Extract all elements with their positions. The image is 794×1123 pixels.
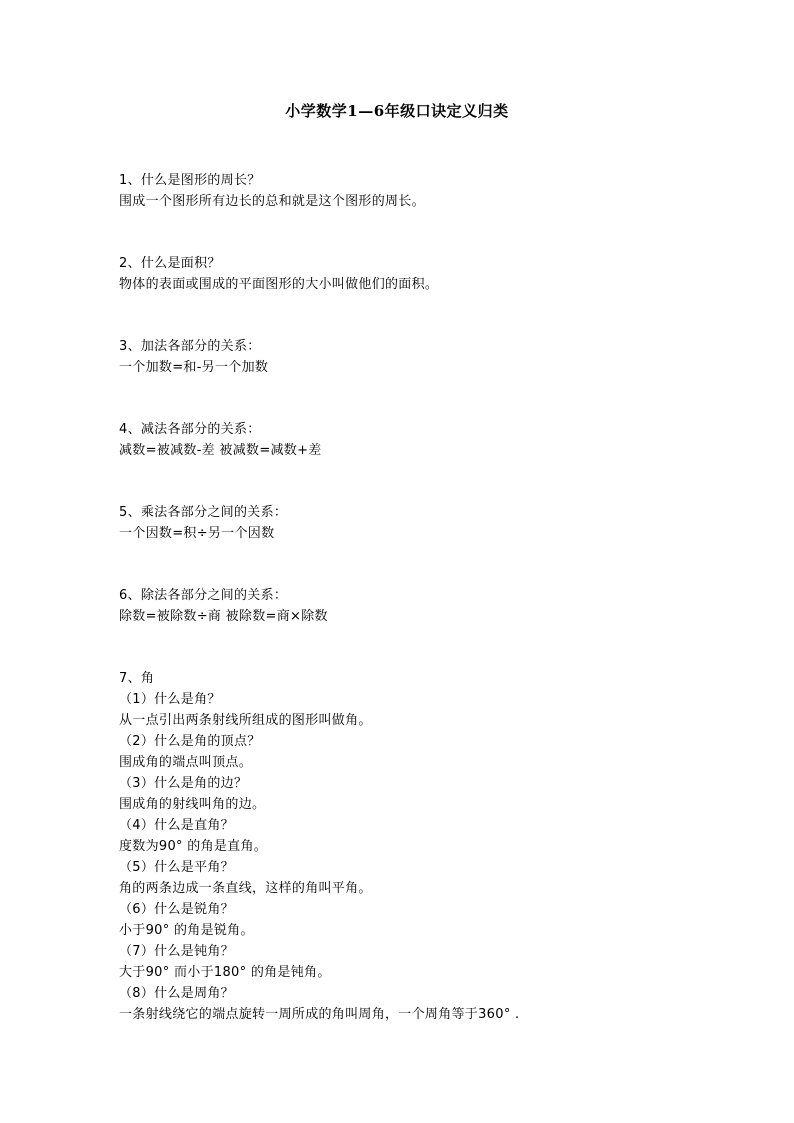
- angle-question-6: （6）什么是锐角？: [119, 902, 234, 917]
- section-5-text: 一个因数=积÷另一个因数: [119, 526, 275, 541]
- section-4-heading: 4、减法各部分的关系：: [119, 422, 261, 437]
- section-4-text: 减数=被减数-差 被减数=减数+差: [119, 443, 322, 458]
- angle-question-1: （1）什么是角？: [119, 692, 221, 707]
- angle-answer-2: 围成角的端点叫顶点。: [119, 755, 253, 770]
- angle-answer-8: 一条射线绕它的端点旋转一周所成的角叫周角，一个周角等于360° .: [119, 1007, 520, 1022]
- angle-question-7: （7）什么是钝角？: [119, 944, 234, 959]
- document-title: 小学数学1—6年级口诀定义归类: [285, 102, 509, 120]
- angle-answer-7: 大于90° 而小于180° 的角是钝角。: [119, 965, 331, 980]
- angle-answer-4: 度数为90° 的角是直角。: [119, 839, 268, 854]
- angle-question-8: （8）什么是周角？: [119, 986, 234, 1001]
- section-7-heading: 7、角: [119, 671, 155, 686]
- angle-answer-6: 小于90° 的角是锐角。: [119, 923, 254, 938]
- angle-question-2: （2）什么是角的顶点？: [119, 734, 261, 749]
- angle-answer-1: 从一点引出两条射线所组成的图形叫做角。: [119, 713, 372, 728]
- angle-answer-5: 角的两条边成一条直线，这样的角叫平角。: [119, 881, 372, 896]
- section-6-heading: 6、除法各部分之间的关系：: [119, 588, 288, 603]
- angle-answer-3: 围成角的射线叫角的边。: [119, 797, 266, 812]
- section-1-heading: 1、什么是图形的周长？: [119, 173, 261, 188]
- section-5-heading: 5、乘法各部分之间的关系：: [119, 505, 288, 520]
- section-6-text: 除数=被除数÷商 被除数=商×除数: [119, 609, 328, 624]
- section-2-heading: 2、什么是面积？: [119, 256, 221, 271]
- angle-question-3: （3）什么是角的边？: [119, 776, 248, 791]
- section-1-text: 围成一个图形所有边长的总和就是这个图形的周长。: [119, 194, 425, 209]
- section-3-text: 一个加数=和-另一个加数: [119, 360, 269, 375]
- section-3-heading: 3、加法各部分的关系：: [119, 339, 261, 354]
- angle-question-5: （5）什么是平角？: [119, 860, 234, 875]
- section-2-text: 物体的表面或围成的平面图形的大小叫做他们的面积。: [119, 277, 439, 292]
- angle-question-4: （4）什么是直角？: [119, 818, 234, 833]
